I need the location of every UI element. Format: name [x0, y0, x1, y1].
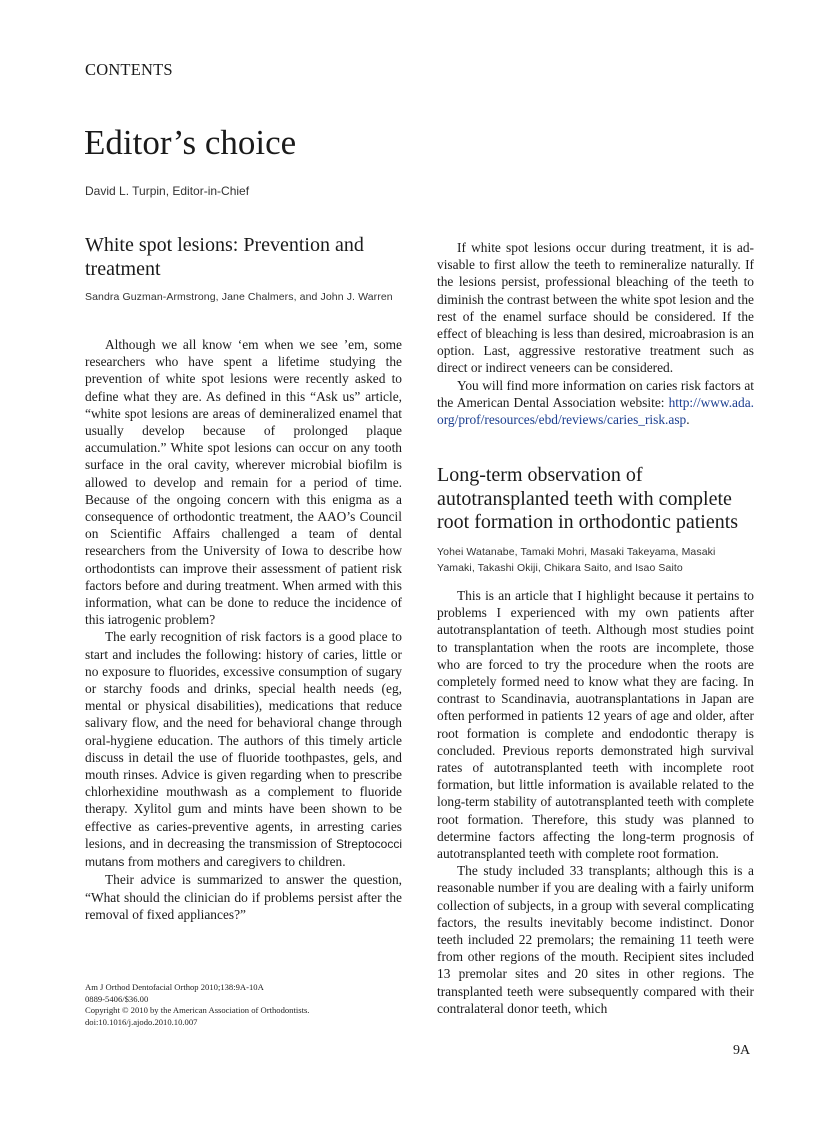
article1-title: White spot lesions: Prevention and treatment — [85, 234, 364, 280]
page-title: Editor’s choice — [84, 123, 297, 162]
article2-paragraph: This is an article that I highlight because it pertains to problems I experienced with my own patients after autotransplantation of teeth. Although most studies point to transplantation when the roots are incomplete, those who are forced to try the procedure when the roots are completely formed need to know what they are facing. In contrast to Scandinavia, auotransplantations in Japan are often performed in patients 12 years of age and older, after root formation is complete and endodontic therapy is concluded. Previous reports demonstrated high survival rates of autotransplanted teeth with incomplete root formation, but little information is available related to the long-term stability of autotransplanted teeth with complete root formation. Therefore, this study was planned to determine factors affecting the long-term prognosis of autotransplanted teeth with complete root formation. — [437, 588, 754, 862]
article1-body-continued — [437, 239, 754, 428]
article1-paragraph: Although we all know ‘em when we see ’em, some researchers who have spent a lifetime studying the prevention of white spot lesions were recently asked to define what they are. As defined in this “Ask us” article, “white spot lesions are areas of demineralized enamel that usually develop because of prolonged plaque accumulation.” White spot lesions can occur on any tooth surface in the oral cavity, wherever microbial biofilm is allowed to develop and remain for a period of time. Because of the ongoing concern with this enigma as a consequence of orthodontic treatment, the AAO’s Council on Scientific Affairs challenged a team of dental researchers from the University of Iowa to describe how orthodontists can improve their assessment of patient risk factors before and during treatment. When armed with this information, what can be done to reduce the incidence of this iatrogenic problem? — [85, 337, 402, 628]
article1-header — [85, 234, 402, 306]
article1-paragraph: You will find more information on caries risk factors at the American Dental Association website: http://www.ada.org/prof/resources/ebd/reviews/caries_risk.asp. — [437, 377, 754, 428]
citation-footer — [85, 982, 385, 1028]
article1-paragraph: The early recognition of risk factors is a good place to start and includes the following: history of caries, little or no exposure to fluorides, excessive consumption of sugary or starchy foods and drinks, special health needs (eg, mental or physical disabilities), medications that reduce salivary flow, and the need for behavioral change through oral-hygiene education. The authors of this timely article discuss in detail the use of fluoride toothpastes, gels, and mouth rinses. Advice is given regarding when to prescribe chlorhexidine mouthwash as a complement to fluoride therapy. Xylitol gum and mints have been shown to be effective as caries-preventive agents, in arresting caries lesions, and in decreasing the transmission of Streptococci mutans from mothers and caregivers to children. — [85, 629, 402, 870]
article2-title: Long-term observation of autotransplanted teeth with complete root formation in orthodontic patients — [437, 464, 739, 533]
section-label: CONTENTS — [85, 60, 173, 79]
article2-authors: Yohei Watanabe, Tamaki Mohri, Masaki Takeyama, Masaki Yamaki, Takashi Okiji, Chikara Saito, and Isao Saito — [437, 545, 716, 574]
article2-header — [437, 464, 754, 577]
species-name: Streptococci mutans — [85, 836, 402, 870]
article1-authors: Sandra Guzman-Armstrong, Jane Chalmers, and John J. Warren — [85, 291, 393, 303]
article1-body — [85, 336, 402, 923]
doi: doi:10.1016/j.ajodo.2010.10.007 — [85, 1016, 198, 1027]
ada-link[interactable]: http://www.ada.org/prof/resources/ebd/reviews/caries_risk.asp — [437, 394, 754, 428]
article2-paragraph: The study included 33 transplants; although this is a reasonable number if you are dealing with a fairly uniform collection of subjects, in a group with several complicating factors, the results inevitably become indistinct. Donor teeth included 22 premolars; the remaining 11 teeth were from other regions of the mouth. Recipient sites included 13 premolar sites and 20 sites in other regions. The transplanted teeth were subsequently compared with their contralateral donor teeth, which — [437, 863, 754, 1016]
article1-paragraph: If white spot lesions occur during treatment, it is advisable to first allow the teeth to remineralize naturally. If the lesions persist, professional bleaching of the teeth to diminish the contrast between the white spot lesion and the rest of the enamel surface should be considered. If the effect of bleaching is less than desired, microabrasion is an option. Last, aggressive restorative treatment such as direct or indirect veneers can be considered. — [437, 240, 754, 376]
journal-citation: Am J Orthod Dentofacial Orthop 2010;138:9A-10A — [85, 982, 264, 992]
issn: 0889-5406/$36.00 — [85, 993, 149, 1004]
article1-paragraph: Their advice is summarized to answer the question, “What should the clinician do if problems persist after the removal of fixed appliances?” — [85, 872, 402, 922]
article2-body — [437, 587, 754, 1017]
page-number: 9A — [733, 1043, 751, 1058]
copyright: Copyright © 2010 by the American Association of Orthodontists. — [85, 1005, 310, 1015]
editor-byline: David L. Turpin, Editor-in-Chief — [85, 184, 250, 198]
